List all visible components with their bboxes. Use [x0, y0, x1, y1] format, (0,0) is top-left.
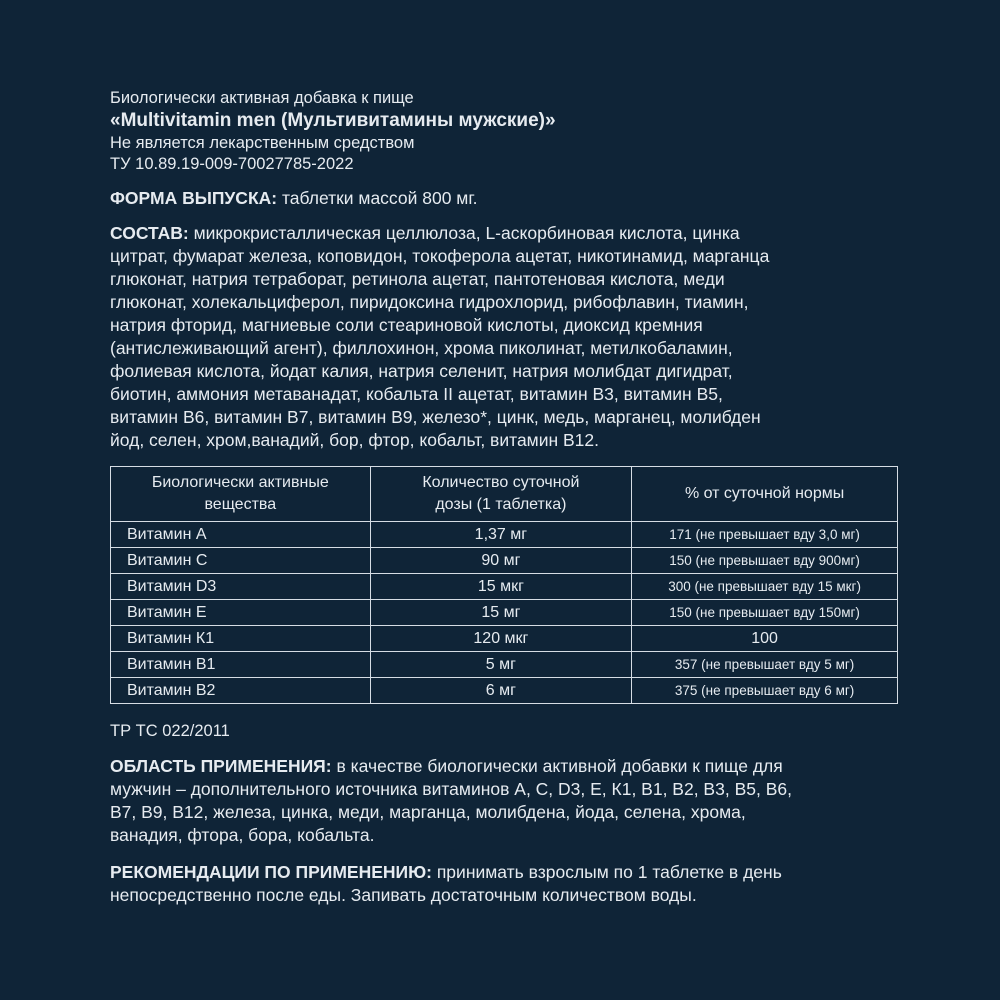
- composition: [110, 222, 900, 452]
- label-page: [110, 88, 900, 907]
- substance-cell: Витамин D3: [111, 574, 371, 600]
- composition-line: биотин, аммония метаванадат, кобальта II ацетат, витамин В3, витамин В5,: [110, 384, 723, 404]
- dose-cell: 5 мг: [370, 652, 632, 678]
- table-header-row: [111, 467, 898, 522]
- composition-label: СОСТАВ:: [110, 223, 189, 243]
- header-substances: Биологически активные вещества: [111, 467, 371, 522]
- usage-area-line: в качестве биологически активной добавки к пище для: [331, 756, 783, 776]
- substance-cell: Витамин Е: [111, 600, 371, 626]
- header-daily-dose: Количество суточной дозы (1 таблетка): [370, 467, 632, 522]
- composition-line: микрокристаллическая целлюлоза, L-аскорбиновая кислота, цинка: [188, 223, 740, 243]
- recommendations-line: непосредственно после еды. Запивать достаточным количеством воды.: [110, 885, 697, 905]
- composition-line: глюконат, холекальциферол, пиридоксина гидрохлорид, рибофлавин, тиамин,: [110, 292, 749, 312]
- percent-cell: 171 (не превышает вду 3,0 мг): [632, 522, 898, 548]
- table-row: [111, 600, 898, 626]
- tech-regulation: ТР ТС 022/2011: [110, 722, 230, 740]
- recommendations-line: принимать взрослым по 1 таблетке в день: [431, 862, 782, 882]
- usage-area-line: В7, В9, В12, железа, цинка, меди, марганца, молибдена, йода, селена, хрома,: [110, 802, 746, 822]
- table-row: [111, 548, 898, 574]
- percent-cell: 150 (не превышает вду 900мг): [632, 548, 898, 574]
- substance-cell: Витамин А: [111, 522, 371, 548]
- substance-cell: Витамин В2: [111, 678, 371, 704]
- percent-cell: 357 (не превышает вду 5 мг): [632, 652, 898, 678]
- dose-cell: 120 мкг: [370, 626, 632, 652]
- release-form-label: ФОРМА ВЫПУСКА:: [110, 188, 278, 208]
- composition-line: цитрат, фумарат железа, коповидон, токоферола ацетат, никотинамид, марганца: [110, 246, 770, 266]
- composition-line: фолиевая кислота, йодат калия, натрия селенит, натрия молибдат дигидрат,: [110, 361, 733, 381]
- composition-line: (антислеживающий агент), филлохинон, хрома пиколинат, метилкобаламин,: [110, 338, 733, 358]
- composition-line: натрия фторид, магниевые соли стеариновой кислоты, диоксид кремния: [110, 315, 703, 335]
- percent-cell: 375 (не превышает вду 6 мг): [632, 678, 898, 704]
- usage-area-line: ванадия, фтора, бора, кобальта.: [110, 825, 375, 845]
- substance-cell: Витамин К1: [111, 626, 371, 652]
- dose-cell: 15 мкг: [370, 574, 632, 600]
- table-row: [111, 522, 898, 548]
- percent-cell: 300 (не превышает вду 15 мкг): [632, 574, 898, 600]
- not-medicine-note: Не является лекарственным средством: [110, 134, 415, 152]
- composition-line: глюконат, натрия тетраборат, ретинола ацетат, пантотеновая кислота, меди: [110, 269, 725, 289]
- product-type: Биологически активная добавка к пище: [110, 89, 414, 107]
- table-row: [111, 652, 898, 678]
- table-row: [111, 574, 898, 600]
- composition-line: витамин В6, витамин В7, витамин В9, железо*, цинк, медь, марганец, молибден: [110, 407, 761, 427]
- table-row: [111, 678, 898, 704]
- product-title: «Multivitamin men (Мультивитамины мужские)»: [110, 110, 556, 131]
- dose-cell: 15 мг: [370, 600, 632, 626]
- usage-area-line: мужчин – дополнительного источника витаминов А, С, D3, Е, К1, В1, В2, В3, В5, В6,: [110, 779, 792, 799]
- release-form: [110, 187, 900, 210]
- percent-cell: 150 (не превышает вду 150мг): [632, 600, 898, 626]
- recommendations: [110, 861, 900, 907]
- dose-cell: 1,37 мг: [370, 522, 632, 548]
- recommendations-label: РЕКОМЕНДАЦИИ ПО ПРИМЕНЕНИЮ:: [110, 862, 432, 882]
- dose-cell: 90 мг: [370, 548, 632, 574]
- substance-cell: Витамин С: [111, 548, 371, 574]
- header-daily-percent: % от суточной нормы: [632, 467, 898, 522]
- substance-cell: Витамин В1: [111, 652, 371, 678]
- dose-cell: 6 мг: [370, 678, 632, 704]
- usage-area: [110, 755, 900, 847]
- usage-area-label: ОБЛАСТЬ ПРИМЕНЕНИЯ:: [110, 756, 332, 776]
- tech-spec-number: ТУ 10.89.19-009-70027785-2022: [110, 155, 354, 173]
- composition-line: йод, селен, хром,ванадий, бор, фтор, кобальт, витамин В12.: [110, 430, 600, 450]
- percent-cell: 100: [632, 626, 898, 652]
- release-form-text: таблетки массой 800 мг.: [277, 188, 478, 208]
- table-row: [111, 626, 898, 652]
- nutrients-table: [110, 466, 898, 704]
